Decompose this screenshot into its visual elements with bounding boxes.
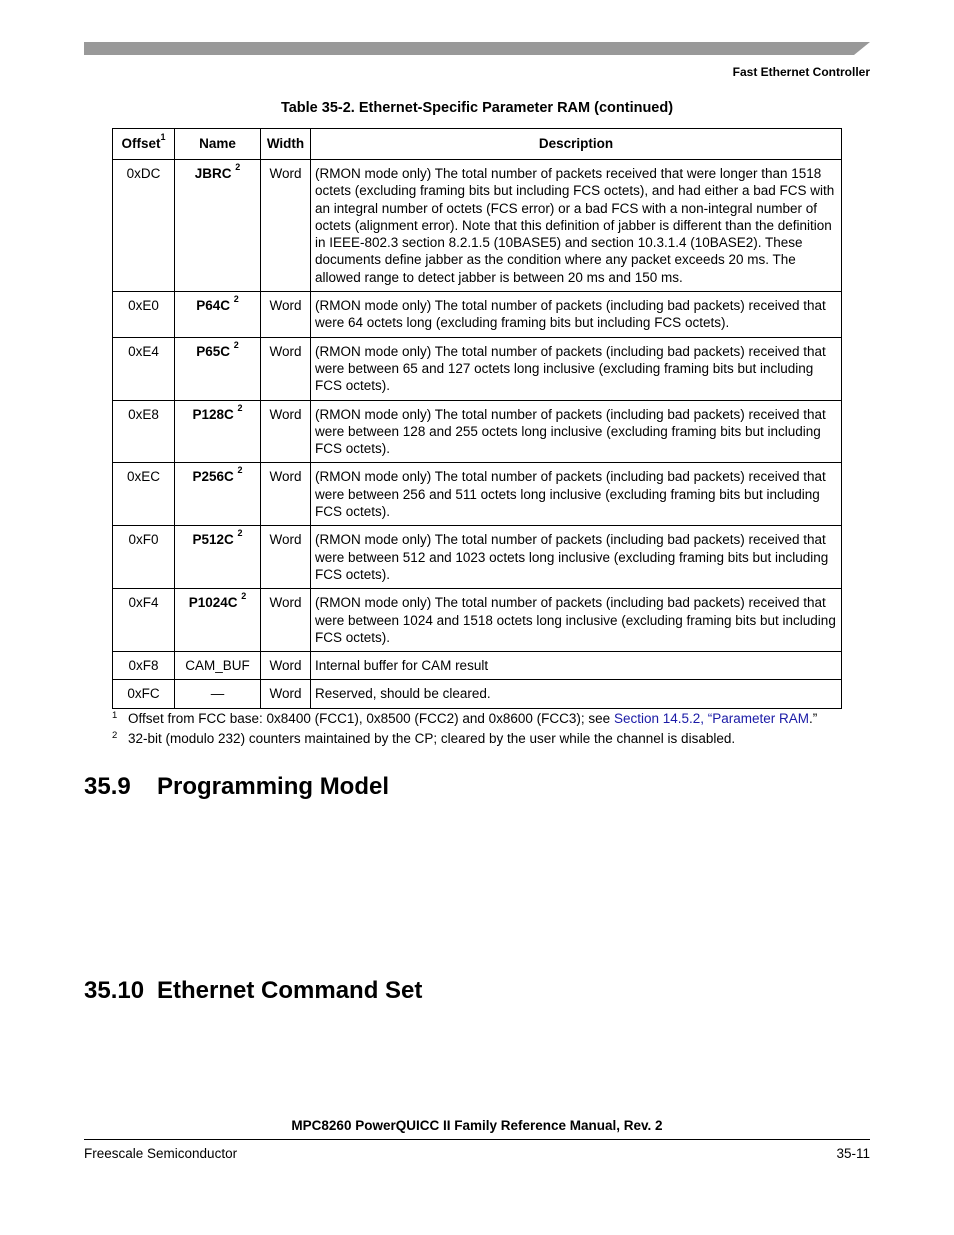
chapter-title: Fast Ethernet Controller — [732, 65, 870, 79]
cell-description: (RMON mode only) The total number of packets (including bad packets) received that were between 256 and 511 octets long inclusive (excluding framing bits but including FCS octets). — [311, 463, 842, 526]
cell-name — [175, 652, 261, 680]
cell-width: Word — [261, 337, 311, 400]
parameter-ram-table — [112, 128, 842, 709]
column-header-description: Description — [311, 129, 842, 160]
cell-description: (RMON mode only) The total number of packets (including bad packets) received that were between 65 and 127 octets long inclusive (excluding framing bits but including FCS octets). — [311, 337, 842, 400]
footnote-2-text: 32-bit (modulo 232) counters maintained by the CP; cleared by the user while the channel is disabled. — [128, 731, 736, 746]
cell-name — [175, 337, 261, 400]
section-heading-programming-model — [84, 773, 389, 801]
register-name: P1024C — [188, 595, 238, 611]
footnote-1 — [112, 710, 872, 728]
footer-rule — [84, 1139, 870, 1140]
table-caption: Table 35-2. Ethernet-Specific Parameter RAM (continued) — [280, 100, 674, 116]
cell-name — [175, 292, 261, 338]
table-row — [113, 463, 842, 526]
footnote-ref: 2 — [235, 162, 241, 172]
column-header-width: Width — [261, 129, 311, 160]
cell-width: Word — [261, 463, 311, 526]
register-name: CAM_BUF — [185, 658, 250, 674]
table-header-row — [113, 129, 842, 160]
cell-width: Word — [261, 652, 311, 680]
table-row — [113, 400, 842, 463]
register-name: P128C — [192, 406, 234, 422]
table-row — [113, 160, 842, 292]
footnote-ref: 2 — [241, 591, 247, 602]
section-number: 35.10 — [84, 977, 145, 1004]
footer-manual-title: MPC8260 PowerQUICC II Family Reference Manual, Rev. 2 — [291, 1118, 663, 1133]
column-header-name: Name — [175, 129, 261, 160]
register-name: P256C — [192, 469, 234, 485]
cell-name — [175, 526, 261, 589]
register-name: P65C — [196, 343, 230, 359]
table-row — [113, 680, 842, 708]
footnote-1-end: .” — [809, 711, 818, 726]
table-body — [113, 160, 842, 709]
register-name: — — [210, 686, 225, 702]
cell-description: (RMON mode only) The total number of packets (including bad packets) received that were 64 octets long (excluding framing bits but including FCS octets). — [311, 292, 842, 338]
cell-width: Word — [261, 526, 311, 589]
cell-width: Word — [261, 160, 311, 292]
cell-description: (RMON mode only) The total number of packets received that were longer than 1518 octets (excluding framing bits but including FCS octets), and had either a bad FCS with an integral number of octets (FCS error) or a bad FCS with a non-integral number of octets (alignment error). Note that this definition of jabber is different than the definition in IEEE-802.3 section 8.2.1.5 (10BASE5) and section 10.3.1.4 (10BASE2). These documents define jabber as the condition where any packet exceeds 20 ms. The allowed range to detect jabber is between 20 ms and 150 ms. — [311, 160, 842, 292]
footer-page-number: 35-11 — [836, 1146, 870, 1161]
cell-offset: 0xE0 — [113, 292, 175, 338]
parameter-ram-link[interactable]: Section 14.5.2, “Parameter RAM — [613, 711, 810, 726]
footnote-ref: 2 — [237, 402, 243, 413]
cell-description: (RMON mode only) The total number of packets (including bad packets) received that were between 1024 and 1518 octets long inclusive (excluding framing bits but including FCS octets). — [311, 589, 842, 652]
footnote-2 — [112, 730, 872, 748]
footnote-1-mark: 1 — [112, 710, 118, 721]
cell-description: Reserved, should be cleared. — [311, 680, 842, 708]
section-heading-ethernet-command-set — [84, 977, 422, 1005]
cell-description: (RMON mode only) The total number of packets (including bad packets) received that were between 512 and 1023 octets long inclusive (excluding framing bits but including FCS octets). — [311, 526, 842, 589]
cell-name — [175, 680, 261, 708]
cell-name — [175, 400, 261, 463]
footnote-2-mark: 2 — [112, 730, 118, 741]
cell-width: Word — [261, 400, 311, 463]
column-header-offset: Offset$^1$ — [113, 129, 175, 160]
footnotes — [112, 710, 872, 750]
footnote-1-text: Offset from FCC base: 0x8400 (FCC1), 0x8500 (FCC2) and 0x8600 (FCC3); see — [128, 711, 614, 726]
cell-offset: 0xF4 — [113, 589, 175, 652]
cell-name — [175, 160, 261, 292]
cell-name — [175, 463, 261, 526]
cell-width: Word — [261, 292, 311, 338]
section-number: 35.9 — [84, 773, 131, 800]
cell-offset: 0xDC — [113, 160, 175, 292]
register-name: JBRC — [194, 166, 232, 181]
cell-offset: 0xEC — [113, 463, 175, 526]
section-title: Ethernet Command Set — [157, 977, 423, 1004]
footnote-ref: 2 — [233, 294, 239, 305]
table-row — [113, 526, 842, 589]
register-name: P512C — [192, 532, 234, 548]
footer-company: Freescale Semiconductor — [84, 1146, 238, 1161]
cell-offset: 0xF0 — [113, 526, 175, 589]
cell-offset: 0xE4 — [113, 337, 175, 400]
cell-description: (RMON mode only) The total number of packets (including bad packets) received that were between 128 and 255 octets long inclusive (excluding framing bits but including FCS octets). — [311, 400, 842, 463]
table-row — [113, 652, 842, 680]
table-row — [113, 337, 842, 400]
cell-width: Word — [261, 589, 311, 652]
register-name: P64C — [196, 298, 230, 314]
cell-offset: 0xF8 — [113, 652, 175, 680]
cell-width: Word — [261, 680, 311, 708]
cell-offset: 0xE8 — [113, 400, 175, 463]
section-title: Programming Model — [157, 773, 390, 800]
footnote-ref: 2 — [237, 465, 243, 476]
table-row — [113, 589, 842, 652]
footnote-ref: 2 — [237, 528, 243, 539]
cell-description: Internal buffer for CAM result — [311, 652, 842, 680]
cell-name — [175, 589, 261, 652]
footnote-ref: 2 — [233, 339, 239, 350]
cell-offset: 0xFC — [113, 680, 175, 708]
table-row — [113, 292, 842, 338]
header-bar — [84, 42, 870, 55]
